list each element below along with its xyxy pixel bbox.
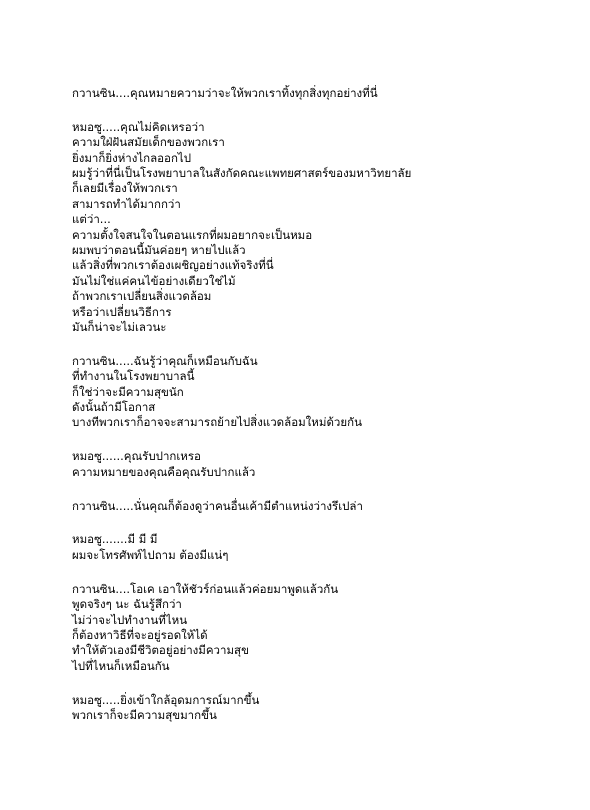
dialogue-stanza: [72, 86, 572, 101]
dialogue-speaker-line: กวานซิน.....นั่นคุณก็ต้องดูว่าคนอื่นเค้ามีตำแหน่งว่างรึเปล่า: [72, 498, 363, 513]
dialogue-speaker-line: หมอซู......คุณรับปากเหรอ: [72, 449, 201, 464]
dialogue-line: ไม่ว่าจะไปทำงานที่ไหน: [72, 612, 188, 627]
dialogue-line: พวกเราก็จะมีความสุขมากขึ้น: [72, 708, 217, 722]
dialogue-line: ผมจะโทรศัพท์ไปถาม ต้องมีแน่ๆ: [72, 547, 229, 562]
dialogue-speaker-line: หมอซู.......มี มี มี: [72, 532, 158, 547]
dialogue-line: ที่ทำงานในโรงพยาบาลนี้: [72, 369, 195, 384]
dialogue-speaker-line: หมอซู.....คุณไม่คิดเหรอว่า: [72, 119, 205, 134]
dialogue-line: มันไม่ใช่แค่คนไข้อย่างเดียวใช่ไม้: [72, 273, 236, 288]
dialogue-line: ความตั้งใจสนใจในตอนแรกที่ผมอยากจะเป็นหมอ: [72, 227, 313, 242]
dialogue-line: ก็ใช่ว่าจะมีความสุขนัก: [72, 384, 184, 399]
dialogue-line: แล้วสิ่งที่พวกเราต้องเผชิญอย่างแท้จริงที่นี่: [72, 258, 274, 273]
dialogue-line: ยิ่งมาก็ยิ่งห่างไกลออกไป: [72, 150, 192, 165]
dialogue-line: ความใฝ่ฝันสมัยเด็กของพวกเรา: [72, 135, 225, 150]
dialogue-stanza: [72, 354, 572, 431]
dialogue-stanza: [72, 499, 572, 514]
dialogue-line: ผมรู้ว่าที่นี่เป็นโรงพยาบาลในสังกัดคณะแพทยศาสตร์ของมหาวิทยาลัย: [72, 166, 412, 181]
dialogue-document: [72, 86, 572, 742]
dialogue-line: ถ้าพวกเราเปลี่ยนสิ่งแวดล้อม: [72, 289, 212, 304]
dialogue-speaker-line: กวานซิน....คุณหมายความว่าจะให้พวกเราทิ้งทุกสิ่งทุกอย่างที่นี่: [72, 86, 378, 100]
dialogue-line: ทำให้ตัวเองมีชีวิตอยู่อย่างมีความสุข: [72, 643, 249, 658]
dialogue-stanza: [72, 693, 572, 724]
dialogue-speaker-line: หมอซู.....ยิ่งเข้าใกล้อุดมการณ์มากขึ้น: [72, 692, 260, 707]
dialogue-line: สามารถทำได้มากกว่า: [72, 196, 181, 211]
dialogue-line: ก็เลยมีเรื่องให้พวกเรา: [72, 181, 178, 196]
dialogue-line: บางทีพวกเราก็อาจจะสามารถย้ายไปสิ่งแวดล้อมใหม่ด้วยกัน: [72, 415, 362, 430]
dialogue-stanza: [72, 449, 572, 480]
dialogue-stanza: [72, 120, 572, 335]
dialogue-stanza: [72, 532, 572, 563]
dialogue-line: พูดจริงๆ นะ ฉันรู้สึกว่า: [72, 597, 182, 612]
dialogue-line: หรือว่าเปลี่ยนวิธีการ: [72, 304, 172, 319]
dialogue-line: มันก็น่าจะไม่เลวนะ: [72, 319, 167, 334]
dialogue-speaker-line: กวานซิน.....ฉันรู้ว่าคุณก็เหมือนกับฉัน: [72, 353, 258, 368]
dialogue-line: ดังนั้นถ้ามีโอกาส: [72, 400, 156, 415]
dialogue-line: ก็ต้องหาวิธีที่จะอยู่รอดให้ได้: [72, 627, 208, 642]
dialogue-line: ความหมายของคุณคือคุณรับปากแล้ว: [72, 464, 256, 479]
dialogue-line: แต่ว่า...: [72, 212, 111, 227]
dialogue-line: ไปที่ไหนก็เหมือนกัน: [72, 658, 170, 673]
dialogue-stanza: [72, 582, 572, 674]
dialogue-line: ผมพบว่าตอนนี้มันค่อยๆ หายไปแล้ว: [72, 243, 246, 258]
dialogue-speaker-line: กวานซิน....โอเค เอาให้ชัวร์ก่อนแล้วค่อยมาพูดแล้วกัน: [72, 581, 339, 596]
